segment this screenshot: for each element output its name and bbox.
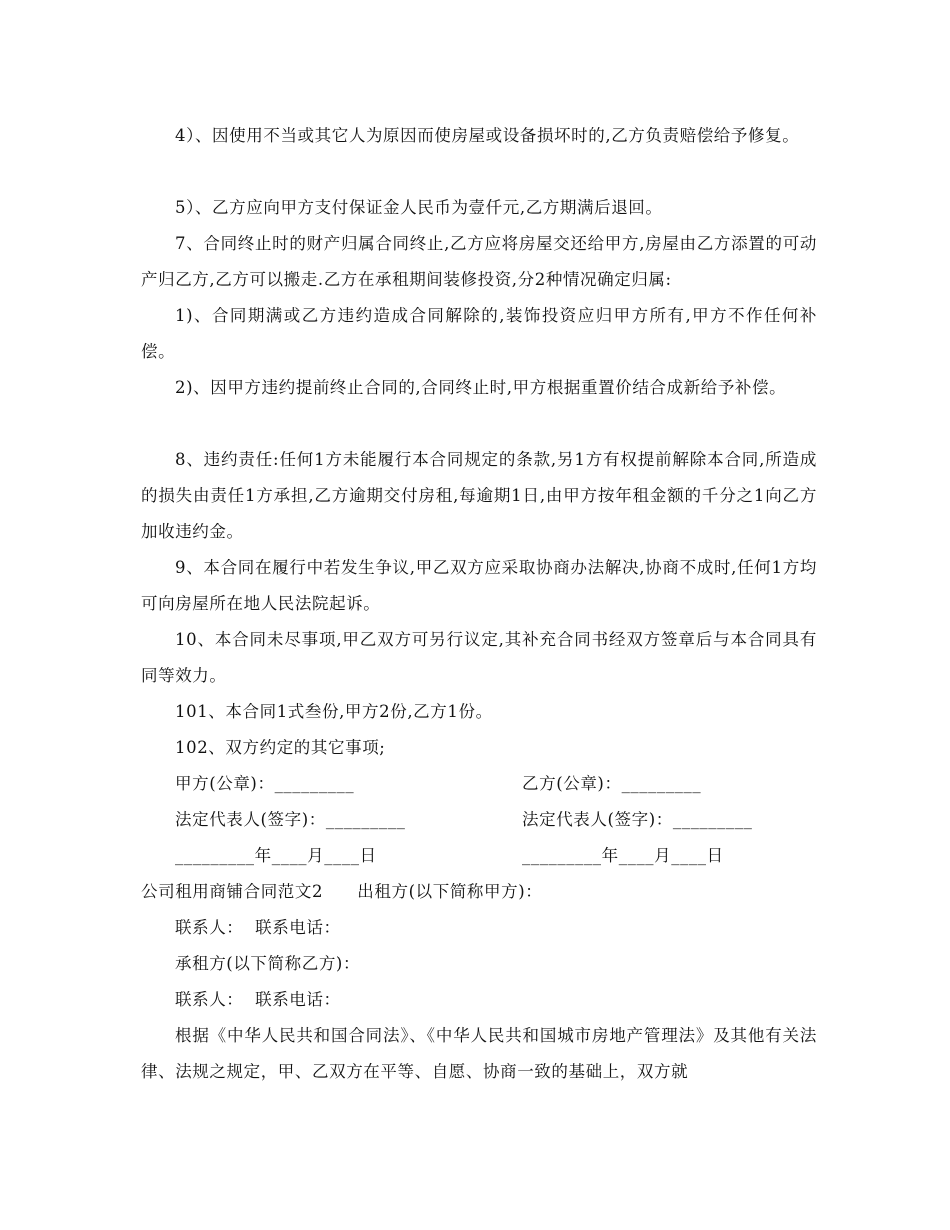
- clause-4-damage-repair: 4）、因使用不当或其它人为原因而使房屋或设备损坏时的,乙方负责赔偿给予修复。: [175, 126, 800, 145]
- clause-8-liability: 8、违约责任:任何1方未能履行本合同规定的条款,另1方有权提前解除本合同,所造成的损失由责任1方承担,乙方逾期交付房租,每逾期1日,由甲方按年租金额的千分之1向乙方加收违约金。: [141, 450, 817, 541]
- party-a-date-line: _________年____月____日: [175, 846, 377, 865]
- lessor-contact-line: 联系人： 联系电话：: [175, 918, 341, 937]
- clause-7-property-ownership: 7、合同终止时的财产归属合同终止,乙方应将房屋交还给甲方,房屋由乙方添置的可动产归乙方,乙方可以搬走.乙方在承租期间装修投资,分2种情况确定归属:: [141, 234, 817, 289]
- contract-preamble: 根据《中华人民共和国合同法》、《中华人民共和国城市房地产管理法》及其他有关法律、法规之规定，甲、乙双方在平等、自愿、协商一致的基础上，双方就: [141, 1026, 817, 1081]
- lessee-contact-line: 联系人： 联系电话：: [175, 990, 341, 1009]
- clause-9-disputes: 9、本合同在履行中若发生争议,甲乙双方应采取协商办法解决,协商不成时,任何1方均可向房屋所在地人民法院起诉。: [141, 558, 817, 613]
- lessee-line: 承租方(以下简称乙方)：: [175, 954, 361, 973]
- clause-5-deposit: 5）、乙方应向甲方支付保证金人民币为壹仟元,乙方期满后退回。: [175, 198, 663, 217]
- clause-101-copies: 101、本合同1式叁份,甲方2份,乙方1份。: [175, 702, 493, 721]
- second-contract-heading: 公司租用商铺合同范文2 出租方(以下简称甲方)：: [141, 882, 543, 901]
- clause-7-2-early-termination: 2)、因甲方违约提前终止合同的,合同终止时,甲方根据重置价结合成新给予补偿。: [175, 378, 787, 397]
- clause-102-other-matters: 102、双方约定的其它事项;: [175, 738, 386, 757]
- party-a-seal-line: 甲方(公章)：_________: [175, 774, 355, 793]
- clause-7-1-expiry: 1)、合同期满或乙方违约造成合同解除的,装饰投资应归甲方所有,甲方不作任何补偿。: [141, 306, 817, 361]
- clause-10-supplement: 10、本合同未尽事项,甲乙双方可另行议定,其补充合同书经双方签章后与本合同具有同等效力。: [141, 630, 817, 685]
- party-a-representative-line: 法定代表人(签字)：_________: [175, 810, 406, 829]
- party-b-date-line: _________年____月____日: [522, 846, 724, 865]
- party-b-representative-line: 法定代表人(签字)：_________: [522, 810, 753, 829]
- party-b-seal-line: 乙方(公章)：_________: [522, 774, 702, 793]
